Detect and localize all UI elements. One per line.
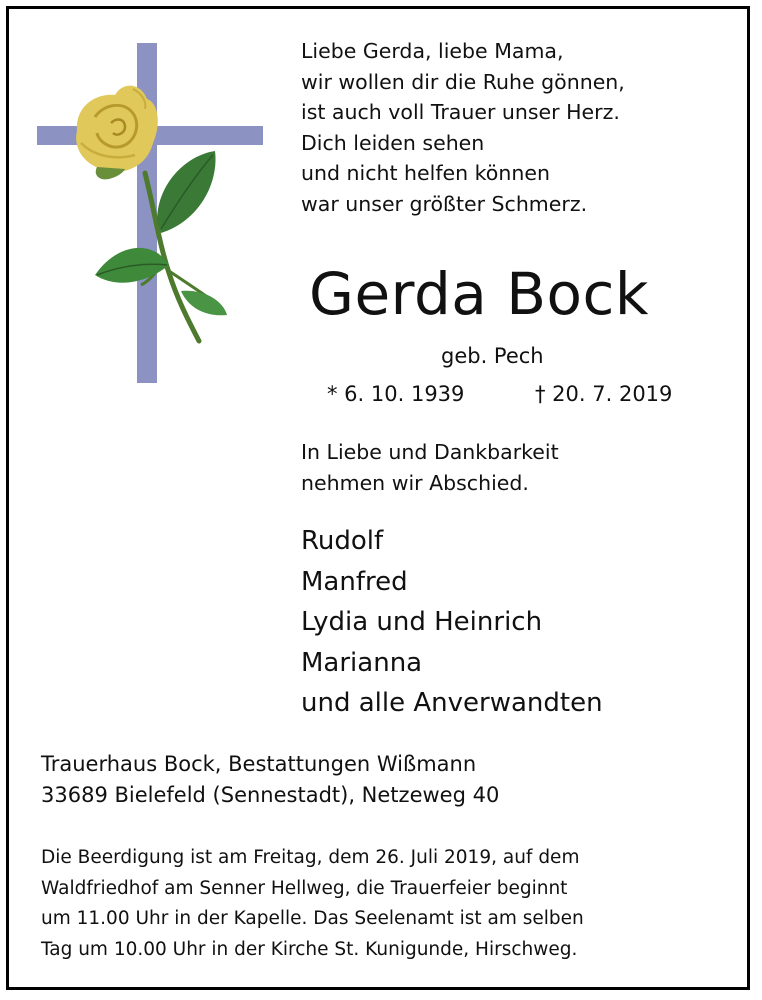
maiden-name: geb. Pech — [441, 344, 544, 368]
poem-line: ist auch voll Trauer unser Herz. — [301, 100, 620, 124]
farewell-line: In Liebe und Dankbarkeit — [301, 440, 559, 464]
ceremony-line: Die Beerdigung ist am Freitag, dem 26. Juli 2019, auf dem — [41, 847, 580, 868]
mourners-list — [301, 521, 603, 724]
memorial-poem — [301, 36, 625, 219]
address-line: Trauerhaus Bock, Bestattungen Wißmann — [41, 752, 477, 776]
cross-with-rose-icon — [37, 43, 267, 393]
mourner: Lydia und Heinrich — [301, 607, 543, 637]
farewell-text — [301, 437, 559, 499]
poem-line: war unser größter Schmerz. — [301, 191, 588, 216]
cross — [37, 43, 263, 383]
mourner: Rudolf — [301, 526, 384, 556]
mourner: Marianna — [301, 647, 423, 678]
obituary-notice — [6, 6, 750, 990]
birth-date: * 6. 10. 1939 — [327, 382, 465, 406]
mourner: Manfred — [301, 566, 408, 597]
ceremony-details — [41, 843, 584, 965]
poem-line: und nicht helfen können — [301, 161, 550, 185]
funeral-home-address — [41, 749, 499, 811]
deceased-name: Gerda Bock — [309, 260, 650, 328]
poem-line: Liebe Gerda, liebe Mama, — [301, 39, 564, 63]
ceremony-line: Waldfriedhof am Senner Hellweg, die Trauerfeier beginnt — [41, 877, 568, 899]
ceremony-line: Tag um 10.00 Uhr in der Kirche St. Kunigunde, Hirschweg. — [41, 938, 578, 960]
mourner: und alle Anverwandten — [301, 688, 603, 718]
death-date: † 20. 7. 2019 — [535, 382, 673, 406]
farewell-line: nehmen wir Abschied. — [301, 471, 529, 495]
poem-line: wir wollen dir die Ruhe gönnen, — [301, 69, 625, 94]
ceremony-line: um 11.00 Uhr in der Kapelle. Das Seelenamt ist am selben — [41, 908, 584, 929]
poem-line: Dich leiden sehen — [301, 130, 485, 155]
address-line: 33689 Bielefeld (Sennestadt), Netzeweg 40 — [41, 783, 500, 807]
